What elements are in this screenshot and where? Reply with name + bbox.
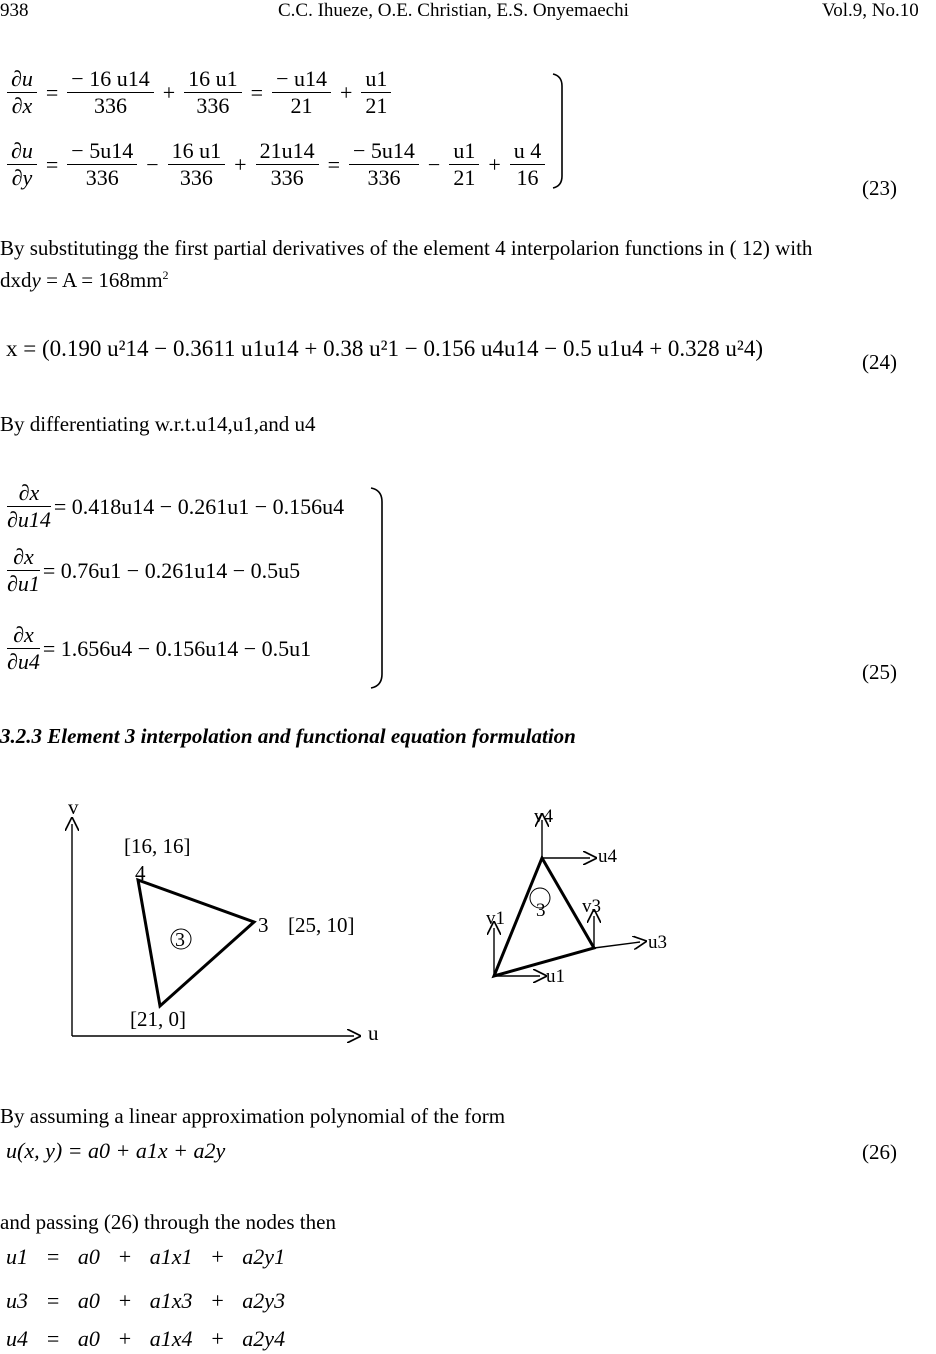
para-substituting-line1: By substitutingg the first partial derivatives of the element 4 interpolarion functions in ( 12) with [0, 236, 813, 260]
eq25-row1: $\frac{\partial x}{\partial u14}$ = 0.418u14 − 0.261u1 − 0.156u4 [7, 480, 345, 532]
element-number: 3 [175, 929, 185, 951]
label-v3: v3 [582, 896, 601, 917]
label-v1: v1 [486, 908, 505, 929]
eq25-row3: $\frac{\partial x}{\partial u4}$ = 1.656u4 − 0.156u14 − 0.5u1 [7, 622, 312, 674]
node4-label: 4 [135, 861, 146, 885]
node3-coord: [25, 10] [288, 913, 355, 937]
node3-label: 3 [258, 913, 269, 937]
axis-u-label: u [368, 1021, 379, 1045]
node4-coord: [16, 16] [124, 834, 191, 858]
dof-element-number: 3 [536, 900, 546, 921]
page-number: 938 [0, 0, 29, 21]
label-u4: u4 [598, 846, 617, 867]
eq23-number: (23) [862, 176, 897, 200]
eq25-number: (25) [862, 660, 897, 684]
element3-coordinate-figure [40, 790, 400, 1060]
para-passing-nodes: and passing (26) through the nodes then [0, 1210, 336, 1234]
label-v4: v4 [534, 806, 553, 827]
node-eq-u3: u3 = a0 + a1x3 + a2y3 [6, 1288, 286, 1313]
eq23-brace [550, 72, 572, 192]
element-triangle [138, 880, 254, 1006]
para-linear-approx: By assuming a linear approximation polynomial of the form [0, 1104, 506, 1128]
running-volume: Vol.9, No.10 [822, 0, 919, 21]
label-u1: u1 [546, 966, 565, 987]
eq26-number: (26) [862, 1140, 897, 1164]
eq23-row2: $\frac{\partial u}{\partial y}$ = $\frac{- 5u14}{336}$ − $\frac{16 u1}{336}$ + $\frac{21u14}{336}$ = $\frac{- 5u14}{336}$ − $\frac{u1}{21}$ + $\frac{u 4}{16}$ [4, 138, 548, 191]
node1-coord: [21, 0] [130, 1007, 186, 1031]
running-authors: C.C. Ihueze, O.E. Christian, E.S. Onyemaechi [278, 0, 629, 21]
element3-dof-figure [470, 800, 690, 1000]
eq25-brace [368, 486, 390, 692]
node-eq-u4: u4 = a0 + a1x4 + a2y4 [6, 1326, 286, 1351]
label-u3: u3 [648, 932, 667, 953]
section-heading: 3.2.3 Element 3 interpolation and functional equation formulation [0, 724, 576, 748]
eq25-row2: $\frac{\partial x}{\partial u1}$ = 0.76u1 − 0.261u14 − 0.5u5 [7, 544, 301, 596]
eq23-row1: $\frac{\partial u}{\partial x}$ = $\frac{- 16 u14}{336}$ + $\frac{16 u1}{336}$ = $\frac{- u14}{21}$ + $\frac{u1}{21}$ [4, 66, 394, 119]
para-differentiating: By differentiating w.r.t.u14,u1,and u4 [0, 412, 316, 436]
para-substituting-line2: dxdy = $A = 168mm^2$ [0, 268, 169, 292]
node-eq-u1: u1 = a0 + a1x1 + a2y1 [6, 1244, 286, 1269]
eq24-number: (24) [862, 350, 897, 374]
axis-v-label: v [68, 795, 79, 819]
eq24-expression: x = (0.190 u²14 − 0.3611 u1u14 + 0.38 u²1 − 0.156 u4u14 − 0.5 u1u4 + 0.328 u²4) [6, 336, 763, 361]
eq26-expression: u(x, y) = a0 + a1x + a2y [6, 1138, 226, 1163]
